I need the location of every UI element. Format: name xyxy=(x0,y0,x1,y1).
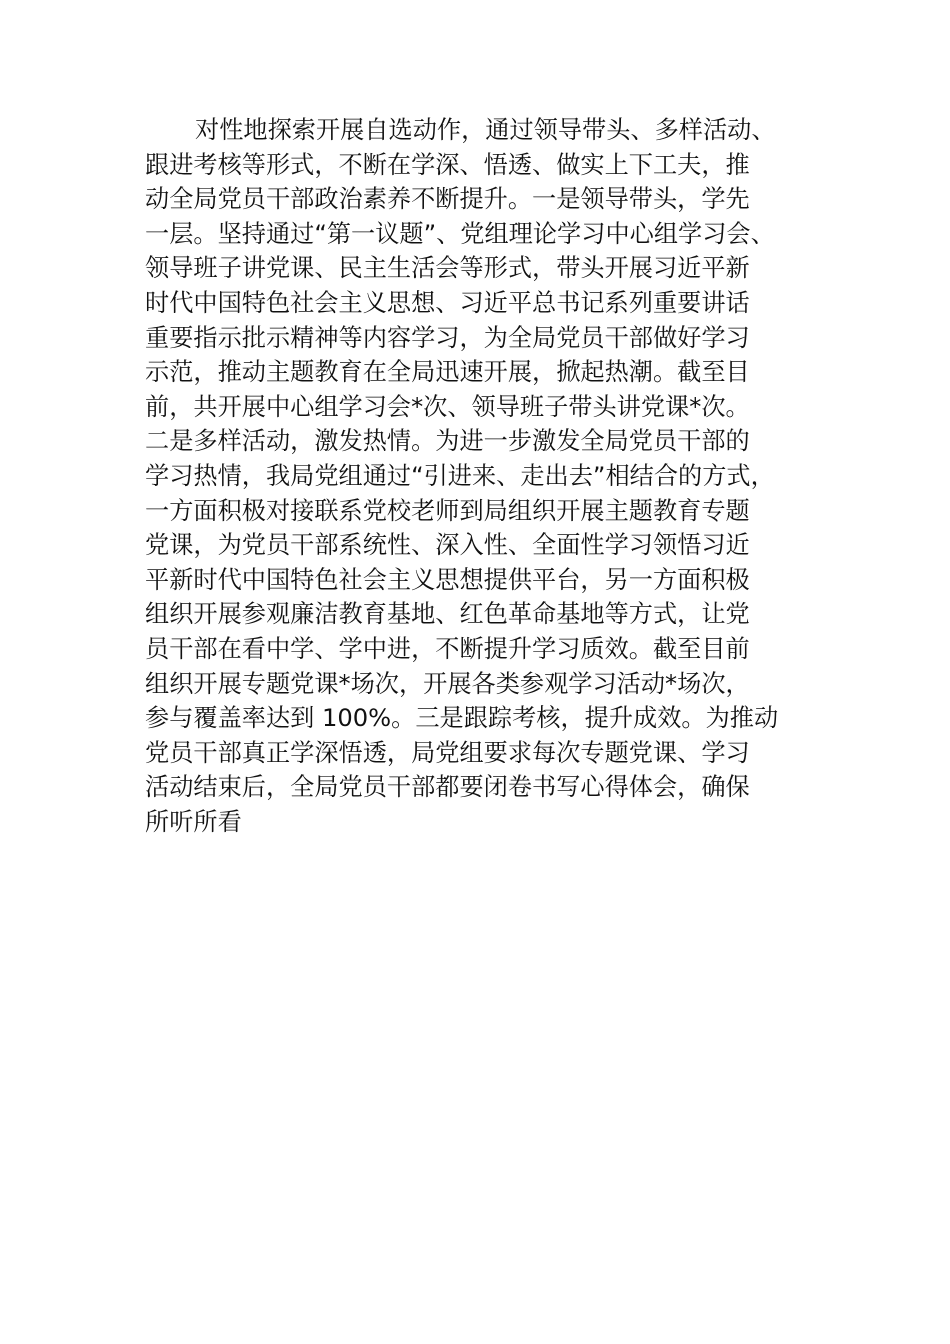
paragraph-line-2: 跟进考核等形式，不断在学深、悟透、做实上下工夫，推 xyxy=(145,150,750,179)
paragraph-line-16: 员干部在看中学、学中进，不断提升学习质效。截至目前 xyxy=(145,634,750,663)
paragraph-line-1: 对性地探索开展自选动作，通过领导带头、多样活动、 xyxy=(195,116,776,144)
paragraph-line-10: 二是多样活动，激发热情。为进一步激发全局党员干部的 xyxy=(145,427,750,456)
paragraph-line-20: 活动结束后，全局党员干部都要闭卷书写心得体会，确保 xyxy=(145,773,750,802)
paragraph-line-7: 重要指示批示精神等内容学习，为全局党员干部做好学习 xyxy=(145,323,750,352)
paragraph-line-14: 平新时代中国特色社会主义思想提供平台，另一方面积极 xyxy=(145,565,750,594)
paragraph-line-13: 党课，为党员干部系统性、深入性、全面性学习领悟习近 xyxy=(145,531,750,560)
paragraph-line-21: 所听所看 xyxy=(145,807,242,836)
paragraph-line-3: 动全局党员干部政治素养不断提升。一是领导带头，学先 xyxy=(145,185,750,214)
paragraph-line-6: 时代中国特色社会主义思想、习近平总书记系列重要讲话 xyxy=(145,288,750,317)
body-paragraph xyxy=(145,113,825,839)
paragraph-line-8: 示范，推动主题教育在全局迅速开展，掀起热潮。截至目 xyxy=(145,358,750,387)
paragraph-line-19: 党员干部真正学深悟透，局党组要求每次专题党课、学习 xyxy=(145,738,750,767)
paragraph-line-17: 组织开展专题党课*场次，开展各类参观学习活动*场次， xyxy=(145,669,750,698)
paragraph-line-12: 一方面积极对接联系党校老师到局组织开展主题教育专题 xyxy=(145,496,750,525)
paragraph-line-11: 学习热情，我局党组通过“引进来、走出去”相结合的方式， xyxy=(145,461,775,490)
paragraph-line-4: 一层。坚持通过“第一议题”、党组理论学习中心组学习会、 xyxy=(145,219,775,248)
paragraph-line-5: 领导班子讲党课、民主生活会等形式，带头开展习近平新 xyxy=(145,254,750,283)
paragraph-line-18: 参与覆盖率达到 100%。三是跟踪考核，提升成效。为推动 xyxy=(145,704,779,733)
paragraph-line-15: 组织开展参观廉洁教育基地、红色革命基地等方式，让党 xyxy=(145,600,750,629)
paragraph-line-9: 前，共开展中心组学习会*次、领导班子带头讲党课*次。 xyxy=(145,392,750,421)
